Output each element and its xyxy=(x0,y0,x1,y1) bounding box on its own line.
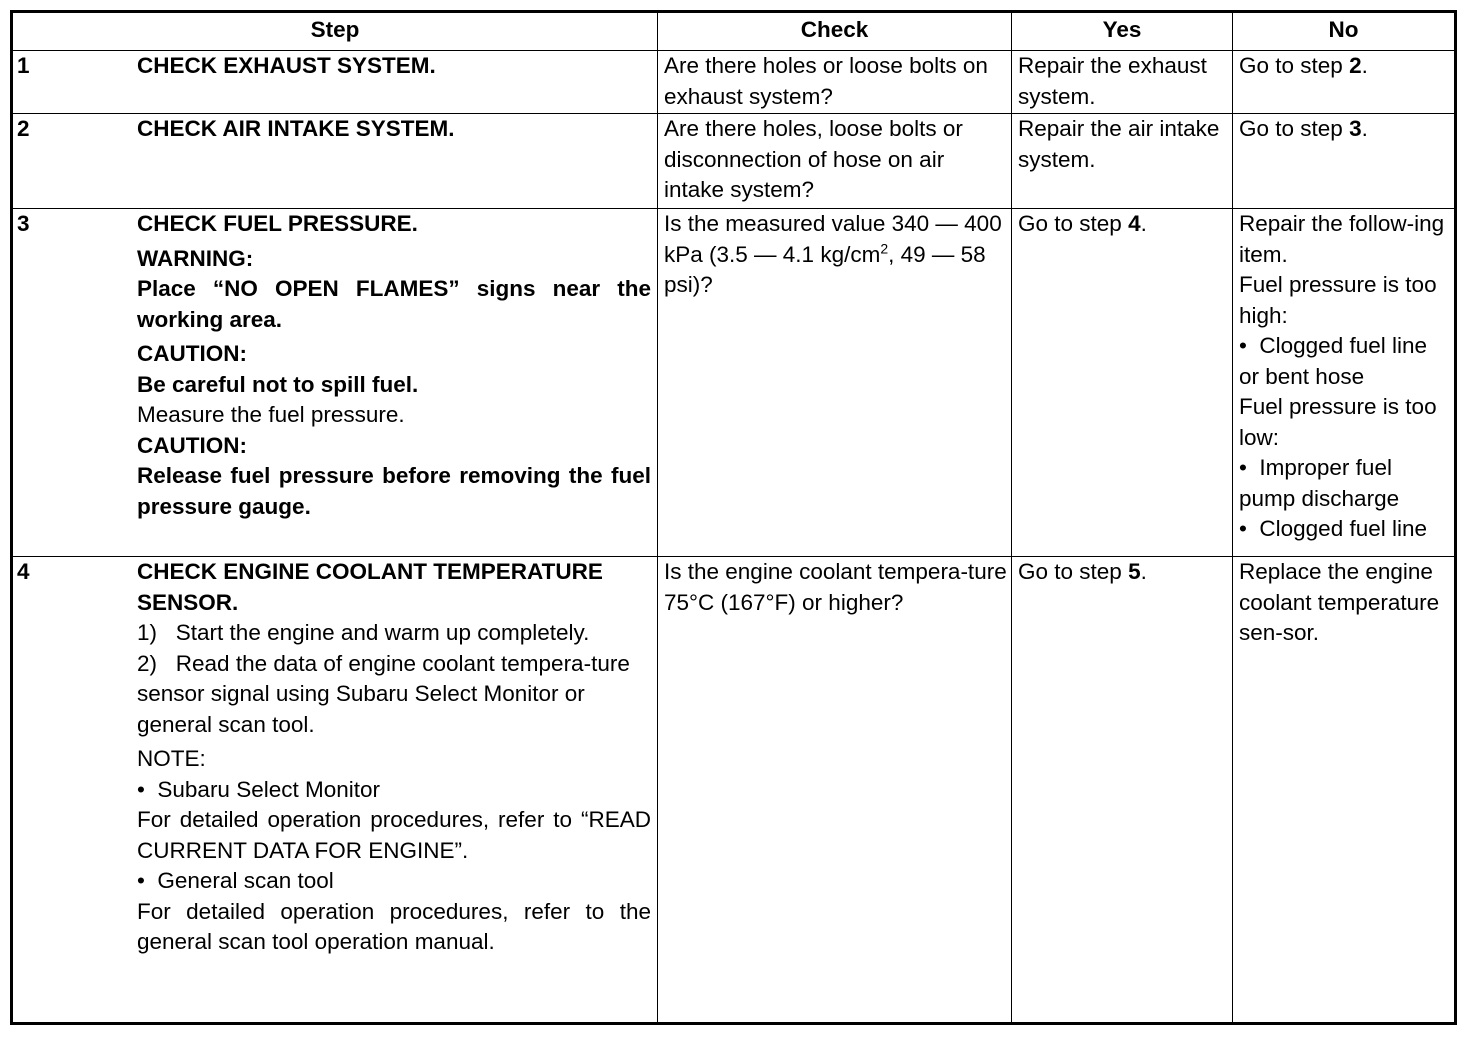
yes-cell xyxy=(1012,209,1233,557)
yes-text: Go to step xyxy=(1018,559,1129,584)
bullet-icon: • xyxy=(1239,333,1260,358)
no-bullet-item: • Clogged fuel line xyxy=(1239,516,1428,541)
table-row xyxy=(12,51,1456,114)
step-title: CHECK EXHAUST SYSTEM. xyxy=(137,53,436,78)
no-bullet-item: • Improper fuel pump discharge xyxy=(1239,455,1400,511)
bullet-icon: • xyxy=(137,776,158,802)
step-title: CHECK ENGINE COOLANT TEMPERATURE SENSOR. xyxy=(137,559,603,615)
bullet-icon: • xyxy=(1239,516,1260,541)
check-cell: Are there holes, loose bolts or disconnection of hose on air intake system? xyxy=(658,114,1012,209)
header-check: Check xyxy=(658,12,1012,51)
note-bullet: • Subaru Select Monitor xyxy=(137,776,381,802)
no-text-suffix: . xyxy=(1361,116,1368,141)
caution-text: Be careful not to spill fuel. xyxy=(137,371,419,397)
note-label: NOTE: xyxy=(137,746,206,771)
yes-cell: Repair the air intake system. xyxy=(1012,114,1233,209)
yes-text: Go to step xyxy=(1018,211,1129,236)
step-body xyxy=(137,209,653,522)
step-cell xyxy=(12,114,658,209)
check-cell: Are there holes or loose bolts on exhaust system? xyxy=(658,51,1012,114)
caution-label: CAUTION: xyxy=(137,341,247,366)
warning-label: WARNING: xyxy=(137,245,254,271)
procedure-step: 2) Read the data of engine coolant tempera-ture sensor signal using Subaru Select Monitor or general scan tool. xyxy=(137,650,630,737)
table-row xyxy=(12,114,1456,209)
goto-step-number: 2 xyxy=(1349,53,1362,78)
step-cell xyxy=(12,557,658,1024)
header-row xyxy=(12,12,1456,51)
bullet-icon: • xyxy=(1239,455,1260,480)
yes-text-suffix: . xyxy=(1140,559,1147,584)
step-title: CHECK AIR INTAKE SYSTEM. xyxy=(137,116,455,141)
check-text-end: , 49 — 58 psi)? xyxy=(664,241,986,297)
no-text: Go to step xyxy=(1239,53,1350,78)
caution-label: CAUTION: xyxy=(137,432,247,458)
goto-step-number: 4 xyxy=(1128,211,1141,236)
goto-step-number: 5 xyxy=(1128,559,1141,584)
diagnostic-table xyxy=(10,10,1457,1025)
procedure-step: 1) Start the engine and warm up completely. xyxy=(137,620,590,645)
step-cell xyxy=(12,51,658,114)
note-text: For detailed operation procedures, refer to “READ CURRENT DATA FOR ENGINE”. xyxy=(137,807,651,863)
yes-text-suffix: . xyxy=(1140,211,1147,236)
bullet-icon: • xyxy=(137,868,158,893)
no-text: Go to step xyxy=(1239,116,1350,141)
no-condition-high: Fuel pressure is too high: xyxy=(1239,272,1437,328)
header-step: Step xyxy=(12,12,658,51)
no-cell: Replace the engine coolant temperature sen-sor. xyxy=(1233,557,1456,1024)
table-row xyxy=(12,209,1456,557)
check-cell xyxy=(658,209,1012,557)
step-cell xyxy=(12,209,658,557)
yes-cell: Repair the exhaust system. xyxy=(1012,51,1233,114)
header-yes: Yes xyxy=(1012,12,1233,51)
table-row xyxy=(12,557,1456,1024)
no-bullet-item: • Clogged fuel line or bent hose xyxy=(1239,333,1428,389)
yes-cell xyxy=(1012,557,1233,1024)
step-body xyxy=(137,557,653,958)
header-no: No xyxy=(1233,12,1456,51)
no-cell xyxy=(1233,51,1456,114)
no-text-suffix: . xyxy=(1361,53,1368,78)
step-title: CHECK FUEL PRESSURE. xyxy=(137,211,418,236)
step-number: 4 xyxy=(17,559,30,584)
no-intro: Repair the follow-ing item. xyxy=(1239,211,1445,267)
caution-text: Release fuel pressure before removing the fuel pressure gauge. xyxy=(137,463,651,519)
step-number: 2 xyxy=(17,116,30,141)
superscript: 2 xyxy=(880,240,889,256)
instruction-text: Measure the fuel pressure. xyxy=(137,402,405,427)
step-number: 3 xyxy=(17,211,30,236)
no-cell xyxy=(1233,114,1456,209)
goto-step-number: 3 xyxy=(1349,116,1362,141)
check-cell: Is the engine coolant tempera-ture 75°C (167°F) or higher? xyxy=(658,557,1012,1024)
no-cell xyxy=(1233,209,1456,557)
note-text: For detailed operation procedures, refer to the general scan tool operation manual. xyxy=(137,898,651,954)
no-condition-low: Fuel pressure is too low: xyxy=(1239,394,1437,450)
note-bullet: • General scan tool xyxy=(137,868,334,893)
step-number: 1 xyxy=(17,53,30,78)
check-text: Is the measured value 340 — 400 kPa (3.5 — 4.1 kg/cm xyxy=(664,211,1002,267)
warning-text: Place “NO OPEN FLAMES” signs near the working area. xyxy=(137,276,651,332)
